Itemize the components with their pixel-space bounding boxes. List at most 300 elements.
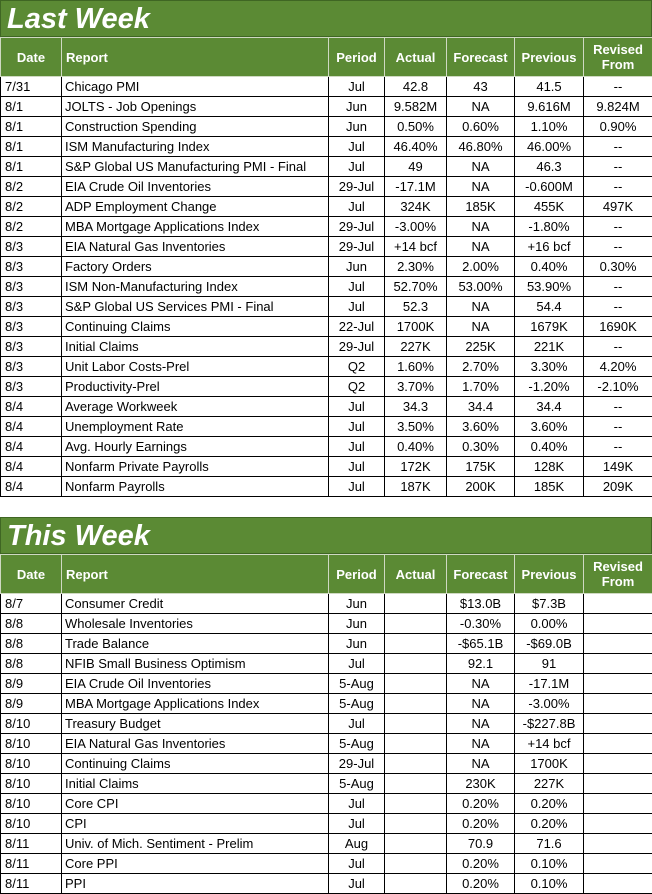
previous-cell: 128K bbox=[515, 457, 584, 477]
previous-cell: -$227.8B bbox=[515, 714, 584, 734]
revised-from-cell: 4.20% bbox=[584, 357, 652, 377]
actual-cell bbox=[385, 614, 447, 634]
forecast-cell: NA bbox=[447, 694, 515, 714]
table-row bbox=[1, 197, 652, 217]
period-cell: Jul bbox=[329, 277, 385, 297]
actual-cell: -17.1M bbox=[385, 177, 447, 197]
actual-cell: 52.70% bbox=[385, 277, 447, 297]
previous-cell: 46.00% bbox=[515, 137, 584, 157]
previous-cell: 455K bbox=[515, 197, 584, 217]
table-row bbox=[1, 477, 652, 497]
date-cell: 8/9 bbox=[1, 674, 62, 694]
actual-cell: 3.70% bbox=[385, 377, 447, 397]
period-cell: 5-Aug bbox=[329, 774, 385, 794]
date-cell: 7/31 bbox=[1, 77, 62, 97]
previous-cell: 0.10% bbox=[515, 854, 584, 874]
forecast-cell: NA bbox=[447, 317, 515, 337]
date-cell: 8/4 bbox=[1, 397, 62, 417]
header-revised-from: Revised From bbox=[584, 38, 652, 77]
table-row bbox=[1, 814, 652, 834]
report-cell: MBA Mortgage Applications Index bbox=[62, 694, 329, 714]
report-cell: Average Workweek bbox=[62, 397, 329, 417]
date-cell: 8/11 bbox=[1, 854, 62, 874]
report-cell: Nonfarm Payrolls bbox=[62, 477, 329, 497]
forecast-cell: NA bbox=[447, 157, 515, 177]
this-week-section bbox=[0, 517, 652, 894]
date-cell: 8/4 bbox=[1, 417, 62, 437]
report-cell: S&P Global US Services PMI - Final bbox=[62, 297, 329, 317]
last-week-body bbox=[1, 77, 652, 497]
forecast-cell: 0.30% bbox=[447, 437, 515, 457]
actual-cell bbox=[385, 634, 447, 654]
date-cell: 8/9 bbox=[1, 694, 62, 714]
period-cell: 29-Jul bbox=[329, 237, 385, 257]
actual-cell: 2.30% bbox=[385, 257, 447, 277]
date-cell: 8/1 bbox=[1, 137, 62, 157]
actual-cell: 1.60% bbox=[385, 357, 447, 377]
revised-from-cell bbox=[584, 694, 652, 714]
forecast-cell: 0.20% bbox=[447, 874, 515, 894]
forecast-cell: NA bbox=[447, 714, 515, 734]
report-cell: Nonfarm Private Payrolls bbox=[62, 457, 329, 477]
period-cell: Jun bbox=[329, 634, 385, 654]
table-row bbox=[1, 357, 652, 377]
previous-cell: 54.4 bbox=[515, 297, 584, 317]
actual-cell: -3.00% bbox=[385, 217, 447, 237]
revised-from-cell: -- bbox=[584, 337, 652, 357]
report-cell: ISM Non-Manufacturing Index bbox=[62, 277, 329, 297]
actual-cell: 227K bbox=[385, 337, 447, 357]
table-row bbox=[1, 457, 652, 477]
last-week-header-row bbox=[1, 38, 652, 77]
actual-cell bbox=[385, 594, 447, 614]
section-gap bbox=[0, 497, 652, 517]
date-cell: 8/2 bbox=[1, 197, 62, 217]
actual-cell bbox=[385, 814, 447, 834]
header-date: Date bbox=[1, 555, 62, 594]
table-row bbox=[1, 714, 652, 734]
forecast-cell: 0.60% bbox=[447, 117, 515, 137]
date-cell: 8/1 bbox=[1, 97, 62, 117]
report-cell: S&P Global US Manufacturing PMI - Final bbox=[62, 157, 329, 177]
previous-cell: -17.1M bbox=[515, 674, 584, 694]
table-row bbox=[1, 417, 652, 437]
report-cell: Factory Orders bbox=[62, 257, 329, 277]
revised-from-cell bbox=[584, 654, 652, 674]
forecast-cell: 34.4 bbox=[447, 397, 515, 417]
actual-cell: 0.50% bbox=[385, 117, 447, 137]
table-row bbox=[1, 654, 652, 674]
date-cell: 8/11 bbox=[1, 874, 62, 894]
this-week-title: This Week bbox=[0, 517, 652, 554]
date-cell: 8/1 bbox=[1, 117, 62, 137]
revised-from-cell bbox=[584, 754, 652, 774]
forecast-cell: NA bbox=[447, 674, 515, 694]
report-cell: PPI bbox=[62, 874, 329, 894]
revised-from-cell: 497K bbox=[584, 197, 652, 217]
revised-from-cell bbox=[584, 714, 652, 734]
actual-cell bbox=[385, 674, 447, 694]
period-cell: 29-Jul bbox=[329, 177, 385, 197]
previous-cell: -1.20% bbox=[515, 377, 584, 397]
report-cell: CPI bbox=[62, 814, 329, 834]
actual-cell: 1700K bbox=[385, 317, 447, 337]
previous-cell: 0.40% bbox=[515, 437, 584, 457]
period-cell: Jul bbox=[329, 794, 385, 814]
actual-cell bbox=[385, 654, 447, 674]
table-row bbox=[1, 257, 652, 277]
date-cell: 8/4 bbox=[1, 457, 62, 477]
previous-cell: 46.3 bbox=[515, 157, 584, 177]
actual-cell: 172K bbox=[385, 457, 447, 477]
revised-from-cell bbox=[584, 594, 652, 614]
table-row bbox=[1, 177, 652, 197]
report-cell: EIA Crude Oil Inventories bbox=[62, 177, 329, 197]
forecast-cell: 3.60% bbox=[447, 417, 515, 437]
table-row bbox=[1, 614, 652, 634]
revised-from-cell bbox=[584, 794, 652, 814]
this-week-body bbox=[1, 594, 652, 894]
forecast-cell: 200K bbox=[447, 477, 515, 497]
revised-from-cell bbox=[584, 734, 652, 754]
forecast-cell: 92.1 bbox=[447, 654, 515, 674]
revised-from-cell: -- bbox=[584, 277, 652, 297]
revised-from-cell bbox=[584, 874, 652, 894]
header-actual: Actual bbox=[385, 38, 447, 77]
header-forecast: Forecast bbox=[447, 38, 515, 77]
date-cell: 8/4 bbox=[1, 477, 62, 497]
period-cell: 29-Jul bbox=[329, 754, 385, 774]
period-cell: Jul bbox=[329, 854, 385, 874]
revised-from-cell: -- bbox=[584, 157, 652, 177]
table-row bbox=[1, 754, 652, 774]
forecast-cell: 46.80% bbox=[447, 137, 515, 157]
date-cell: 8/10 bbox=[1, 714, 62, 734]
revised-from-cell bbox=[584, 854, 652, 874]
this-week-header-row bbox=[1, 555, 652, 594]
date-cell: 8/8 bbox=[1, 634, 62, 654]
period-cell: 5-Aug bbox=[329, 674, 385, 694]
forecast-cell: -$65.1B bbox=[447, 634, 515, 654]
forecast-cell: NA bbox=[447, 754, 515, 774]
header-period: Period bbox=[329, 38, 385, 77]
previous-cell: 71.6 bbox=[515, 834, 584, 854]
period-cell: Jul bbox=[329, 814, 385, 834]
period-cell: 22-Jul bbox=[329, 317, 385, 337]
period-cell: Jun bbox=[329, 117, 385, 137]
forecast-cell: $13.0B bbox=[447, 594, 515, 614]
previous-cell: -0.600M bbox=[515, 177, 584, 197]
period-cell: Jul bbox=[329, 654, 385, 674]
actual-cell bbox=[385, 694, 447, 714]
date-cell: 8/11 bbox=[1, 834, 62, 854]
report-cell: Trade Balance bbox=[62, 634, 329, 654]
date-cell: 8/10 bbox=[1, 774, 62, 794]
report-cell: Productivity-Prel bbox=[62, 377, 329, 397]
table-row bbox=[1, 377, 652, 397]
period-cell: Jul bbox=[329, 137, 385, 157]
table-row bbox=[1, 674, 652, 694]
period-cell: Jun bbox=[329, 257, 385, 277]
period-cell: Jul bbox=[329, 417, 385, 437]
previous-cell: -1.80% bbox=[515, 217, 584, 237]
table-row bbox=[1, 397, 652, 417]
actual-cell bbox=[385, 774, 447, 794]
period-cell: Jul bbox=[329, 197, 385, 217]
date-cell: 8/10 bbox=[1, 814, 62, 834]
forecast-cell: 230K bbox=[447, 774, 515, 794]
report-cell: ISM Manufacturing Index bbox=[62, 137, 329, 157]
date-cell: 8/3 bbox=[1, 317, 62, 337]
previous-cell: -3.00% bbox=[515, 694, 584, 714]
revised-from-cell bbox=[584, 634, 652, 654]
revised-from-cell: 9.824M bbox=[584, 97, 652, 117]
report-cell: EIA Natural Gas Inventories bbox=[62, 734, 329, 754]
table-row bbox=[1, 874, 652, 894]
last-week-table bbox=[0, 37, 652, 497]
revised-from-cell: -- bbox=[584, 297, 652, 317]
period-cell: 29-Jul bbox=[329, 337, 385, 357]
header-date: Date bbox=[1, 38, 62, 77]
report-cell: Unemployment Rate bbox=[62, 417, 329, 437]
forecast-cell: NA bbox=[447, 237, 515, 257]
table-row bbox=[1, 774, 652, 794]
previous-cell: 53.90% bbox=[515, 277, 584, 297]
previous-cell: 3.30% bbox=[515, 357, 584, 377]
table-row bbox=[1, 237, 652, 257]
forecast-cell: -0.30% bbox=[447, 614, 515, 634]
actual-cell bbox=[385, 794, 447, 814]
period-cell: Q2 bbox=[329, 377, 385, 397]
actual-cell: 324K bbox=[385, 197, 447, 217]
previous-cell: 34.4 bbox=[515, 397, 584, 417]
date-cell: 8/8 bbox=[1, 614, 62, 634]
period-cell: Aug bbox=[329, 834, 385, 854]
forecast-cell: NA bbox=[447, 297, 515, 317]
previous-cell: $7.3B bbox=[515, 594, 584, 614]
forecast-cell: 2.70% bbox=[447, 357, 515, 377]
table-row bbox=[1, 437, 652, 457]
date-cell: 8/8 bbox=[1, 654, 62, 674]
revised-from-cell: 0.90% bbox=[584, 117, 652, 137]
forecast-cell: 0.20% bbox=[447, 794, 515, 814]
period-cell: Jul bbox=[329, 77, 385, 97]
report-cell: NFIB Small Business Optimism bbox=[62, 654, 329, 674]
table-row bbox=[1, 734, 652, 754]
period-cell: Jul bbox=[329, 874, 385, 894]
actual-cell bbox=[385, 734, 447, 754]
forecast-cell: 70.9 bbox=[447, 834, 515, 854]
period-cell: Jul bbox=[329, 297, 385, 317]
forecast-cell: NA bbox=[447, 734, 515, 754]
table-row bbox=[1, 117, 652, 137]
revised-from-cell bbox=[584, 834, 652, 854]
date-cell: 8/10 bbox=[1, 754, 62, 774]
report-cell: Consumer Credit bbox=[62, 594, 329, 614]
report-cell: Treasury Budget bbox=[62, 714, 329, 734]
period-cell: Jul bbox=[329, 457, 385, 477]
date-cell: 8/2 bbox=[1, 177, 62, 197]
actual-cell bbox=[385, 874, 447, 894]
previous-cell: 221K bbox=[515, 337, 584, 357]
actual-cell bbox=[385, 714, 447, 734]
table-row bbox=[1, 854, 652, 874]
table-row bbox=[1, 97, 652, 117]
report-cell: EIA Natural Gas Inventories bbox=[62, 237, 329, 257]
revised-from-cell: -- bbox=[584, 217, 652, 237]
forecast-cell: 2.00% bbox=[447, 257, 515, 277]
previous-cell: 0.40% bbox=[515, 257, 584, 277]
date-cell: 8/3 bbox=[1, 357, 62, 377]
forecast-cell: NA bbox=[447, 217, 515, 237]
previous-cell: 227K bbox=[515, 774, 584, 794]
table-row bbox=[1, 317, 652, 337]
revised-from-cell: -- bbox=[584, 177, 652, 197]
header-report: Report bbox=[62, 38, 329, 77]
actual-cell: +14 bcf bbox=[385, 237, 447, 257]
report-cell: Chicago PMI bbox=[62, 77, 329, 97]
revised-from-cell: -- bbox=[584, 137, 652, 157]
revised-from-cell bbox=[584, 614, 652, 634]
this-week-table bbox=[0, 554, 652, 894]
previous-cell: 0.20% bbox=[515, 794, 584, 814]
previous-cell: 185K bbox=[515, 477, 584, 497]
report-cell: Construction Spending bbox=[62, 117, 329, 137]
period-cell: Jul bbox=[329, 157, 385, 177]
header-revised-from: Revised From bbox=[584, 555, 652, 594]
table-row bbox=[1, 834, 652, 854]
report-cell: Initial Claims bbox=[62, 774, 329, 794]
forecast-cell: 43 bbox=[447, 77, 515, 97]
report-cell: JOLTS - Job Openings bbox=[62, 97, 329, 117]
revised-from-cell: -- bbox=[584, 397, 652, 417]
header-period: Period bbox=[329, 555, 385, 594]
date-cell: 8/10 bbox=[1, 734, 62, 754]
previous-cell: 9.616M bbox=[515, 97, 584, 117]
date-cell: 8/4 bbox=[1, 437, 62, 457]
previous-cell: -$69.0B bbox=[515, 634, 584, 654]
period-cell: Jul bbox=[329, 437, 385, 457]
forecast-cell: NA bbox=[447, 97, 515, 117]
report-cell: EIA Crude Oil Inventories bbox=[62, 674, 329, 694]
table-row bbox=[1, 634, 652, 654]
report-cell: MBA Mortgage Applications Index bbox=[62, 217, 329, 237]
header-forecast: Forecast bbox=[447, 555, 515, 594]
actual-cell bbox=[385, 754, 447, 774]
table-row bbox=[1, 77, 652, 97]
last-week-title: Last Week bbox=[0, 0, 652, 37]
period-cell: 5-Aug bbox=[329, 734, 385, 754]
period-cell: Jul bbox=[329, 397, 385, 417]
revised-from-cell bbox=[584, 774, 652, 794]
forecast-cell: 1.70% bbox=[447, 377, 515, 397]
actual-cell: 34.3 bbox=[385, 397, 447, 417]
actual-cell: 49 bbox=[385, 157, 447, 177]
period-cell: Jul bbox=[329, 477, 385, 497]
actual-cell: 0.40% bbox=[385, 437, 447, 457]
date-cell: 8/1 bbox=[1, 157, 62, 177]
forecast-cell: 175K bbox=[447, 457, 515, 477]
forecast-cell: 0.20% bbox=[447, 854, 515, 874]
date-cell: 8/7 bbox=[1, 594, 62, 614]
period-cell: Jun bbox=[329, 614, 385, 634]
previous-cell: 41.5 bbox=[515, 77, 584, 97]
actual-cell: 52.3 bbox=[385, 297, 447, 317]
report-cell: Continuing Claims bbox=[62, 317, 329, 337]
date-cell: 8/3 bbox=[1, 277, 62, 297]
revised-from-cell: 1690K bbox=[584, 317, 652, 337]
revised-from-cell: 149K bbox=[584, 457, 652, 477]
date-cell: 8/2 bbox=[1, 217, 62, 237]
actual-cell bbox=[385, 834, 447, 854]
table-row bbox=[1, 217, 652, 237]
previous-cell: +14 bcf bbox=[515, 734, 584, 754]
table-row bbox=[1, 157, 652, 177]
previous-cell: 1679K bbox=[515, 317, 584, 337]
forecast-cell: NA bbox=[447, 177, 515, 197]
header-actual: Actual bbox=[385, 555, 447, 594]
table-row bbox=[1, 277, 652, 297]
revised-from-cell: 209K bbox=[584, 477, 652, 497]
report-cell: Unit Labor Costs-Prel bbox=[62, 357, 329, 377]
date-cell: 8/3 bbox=[1, 237, 62, 257]
period-cell: Jun bbox=[329, 594, 385, 614]
report-cell: Wholesale Inventories bbox=[62, 614, 329, 634]
previous-cell: 0.20% bbox=[515, 814, 584, 834]
revised-from-cell bbox=[584, 674, 652, 694]
previous-cell: 1.10% bbox=[515, 117, 584, 137]
header-report: Report bbox=[62, 555, 329, 594]
forecast-cell: 225K bbox=[447, 337, 515, 357]
report-cell: Core CPI bbox=[62, 794, 329, 814]
table-row bbox=[1, 794, 652, 814]
date-cell: 8/3 bbox=[1, 297, 62, 317]
period-cell: 5-Aug bbox=[329, 694, 385, 714]
revised-from-cell: -- bbox=[584, 417, 652, 437]
revised-from-cell: -- bbox=[584, 237, 652, 257]
table-row bbox=[1, 297, 652, 317]
table-row bbox=[1, 694, 652, 714]
header-previous: Previous bbox=[515, 555, 584, 594]
date-cell: 8/3 bbox=[1, 337, 62, 357]
actual-cell: 9.582M bbox=[385, 97, 447, 117]
revised-from-cell bbox=[584, 814, 652, 834]
forecast-cell: 185K bbox=[447, 197, 515, 217]
period-cell: Jul bbox=[329, 714, 385, 734]
period-cell: Q2 bbox=[329, 357, 385, 377]
report-cell: Continuing Claims bbox=[62, 754, 329, 774]
actual-cell: 42.8 bbox=[385, 77, 447, 97]
date-cell: 8/3 bbox=[1, 257, 62, 277]
revised-from-cell: -- bbox=[584, 77, 652, 97]
date-cell: 8/3 bbox=[1, 377, 62, 397]
period-cell: 29-Jul bbox=[329, 217, 385, 237]
previous-cell: +16 bcf bbox=[515, 237, 584, 257]
previous-cell: 1700K bbox=[515, 754, 584, 774]
date-cell: 8/10 bbox=[1, 794, 62, 814]
actual-cell: 46.40% bbox=[385, 137, 447, 157]
forecast-cell: 53.00% bbox=[447, 277, 515, 297]
previous-cell: 0.10% bbox=[515, 874, 584, 894]
report-cell: Core PPI bbox=[62, 854, 329, 874]
actual-cell: 3.50% bbox=[385, 417, 447, 437]
table-row bbox=[1, 337, 652, 357]
report-cell: Avg. Hourly Earnings bbox=[62, 437, 329, 457]
actual-cell: 187K bbox=[385, 477, 447, 497]
report-cell: Initial Claims bbox=[62, 337, 329, 357]
actual-cell bbox=[385, 854, 447, 874]
table-row bbox=[1, 137, 652, 157]
